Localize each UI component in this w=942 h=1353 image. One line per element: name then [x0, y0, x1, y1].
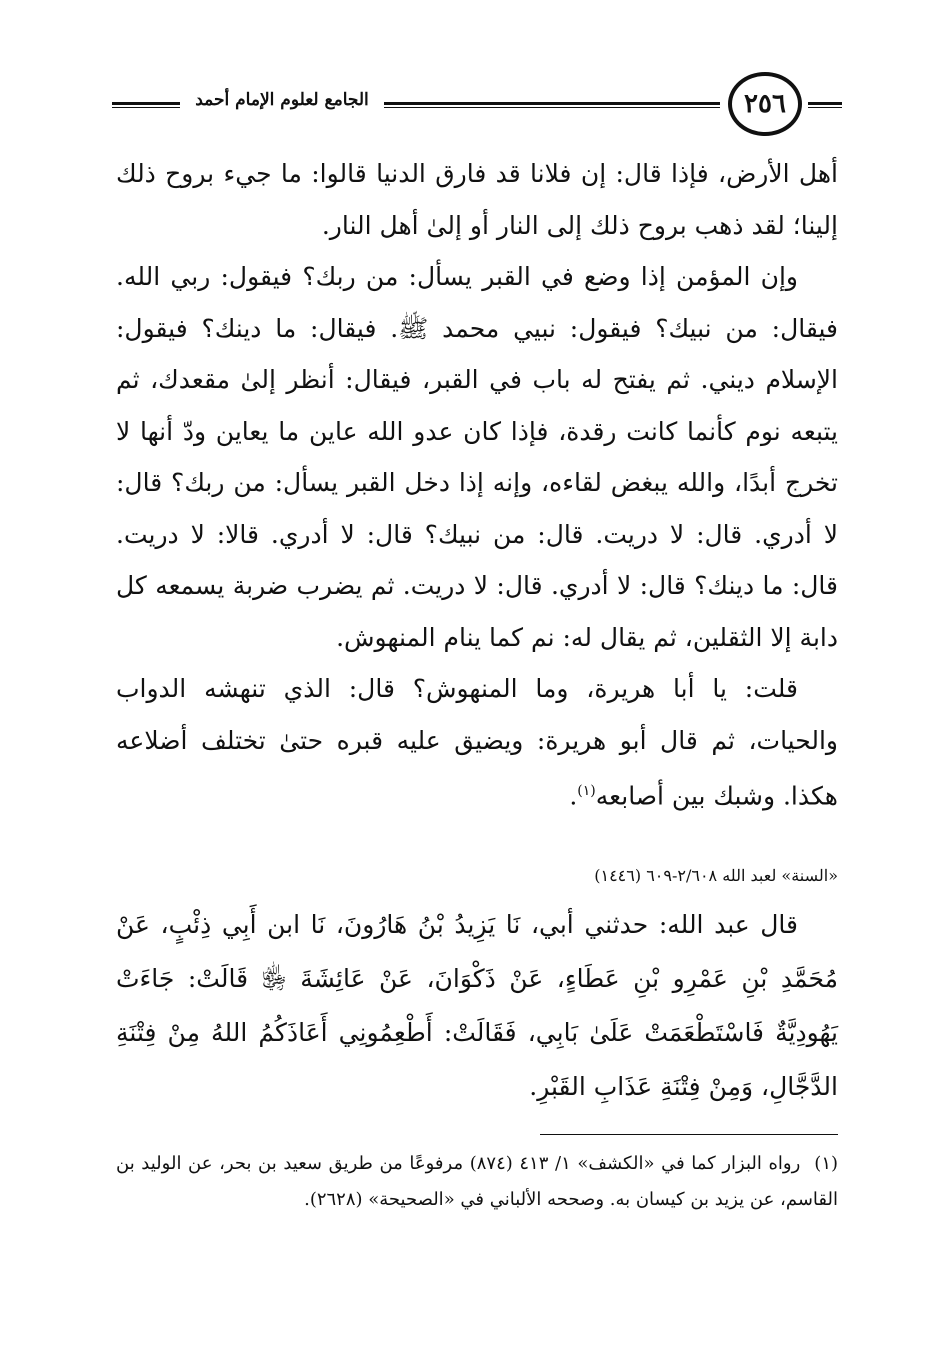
paragraph: قال عبد الله: حدثني أبي، نَا يَزِيدُ بْنُ هَارُونَ، نَا ابن أَبِي ذِئْبٍ، عَنْ مُحَمَّدِ بْنِ عَمْرِو بْنِ عَطَاءٍ، عَنْ ذَكْوَانَ، عَنْ عَائِشَةَ ﵂ قَالَتْ: جَاءَتْ يَهُودِيَّةٌ فَاسْتَطْعَمَتْ عَلَىٰ بَابِي، فَقَالَتْ: أَطْعِمُونِي أَعَاذَكُمُ اللهُ مِنْ فِتْنَةِ الدَّجَّالِ، وَمِنْ فِتْنَةِ عَذَابِ القَبْرِ.	[116, 910, 838, 1101]
footnote-number: (١)	[814, 1153, 839, 1174]
page-header	[100, 68, 842, 140]
hadith-text	[116, 898, 838, 1114]
header-rule	[112, 102, 180, 108]
paragraph-end: .	[569, 781, 578, 811]
paragraph-text: قلت: يا أبا هريرة، وما المنهوش؟ قال: الذي تنهشه الدواب والحيات، ثم قال أبو هريرة: ويضيق عليه قبره حتىٰ تختلف أضلاعه هكذا. وشبك بين أصابعه	[116, 674, 838, 811]
paragraph	[116, 663, 838, 822]
paragraph: أهل الأرض، فإذا قال: إن فلانا قد فارق الدنيا قالوا: ما جيء بروح ذلك إلينا؛ لقد ذهب بروح ذلك إلى النار أو إلىٰ أهل النار.	[116, 159, 838, 240]
header-rule	[808, 102, 842, 108]
footnote-marker: (١)	[577, 783, 596, 799]
footnote-divider	[540, 1134, 838, 1135]
footnote-text: رواه البزار كما في «الكشف» ١/ ٤١٣ (٨٧٤) مرفوعًا من طريق سعيد بن بحر، عن الوليد بن القاسم، عن يزيد بن كيسان به. وصححه الألباني في «الصحيحة» (٢٦٢٨).	[116, 1153, 838, 1210]
paragraph: وإن المؤمن إذا وضع في القبر يسأل: من ربك؟ فيقول: ربي الله. فيقال: من نبيك؟ فيقول: نبيي محمد ﷺ. فيقال: ما دينك؟ فيقول: الإسلام ديني. ثم يفتح له باب في القبر، فيقال: أنظر إلىٰ مقعدك، ثم يتبعه نوم كأنما كانت رقدة، فإذا كان عدو الله عاين ما يعاين ودّ أنها لا تخرج أبدًا، والله يبغض لقاءه، وإنه إذا دخل القبر يسأل: من ربك؟ قال: لا أدري. قال: لا دريت. قال: من نبيك؟ قال: لا أدري. قالا: لا دريت. قال: ما دينك؟ قال: لا أدري. قال: لا دريت. ثم يضرب ضربة يسمعه كل دابة إلا الثقلين، ثم يقال له: نم كما ينام المنهوش.	[116, 262, 838, 652]
running-title: الجامع لعلوم الإمام أحمد	[195, 90, 369, 110]
footnote	[116, 1146, 838, 1218]
source-reference: «السنة» لعبد الله ٢/٦٠٨-٦٠٩ (١٤٤٦)	[594, 866, 838, 885]
page-number-badge: ٢٥٦	[728, 72, 802, 136]
main-text	[116, 148, 838, 822]
header-rule	[384, 102, 720, 108]
